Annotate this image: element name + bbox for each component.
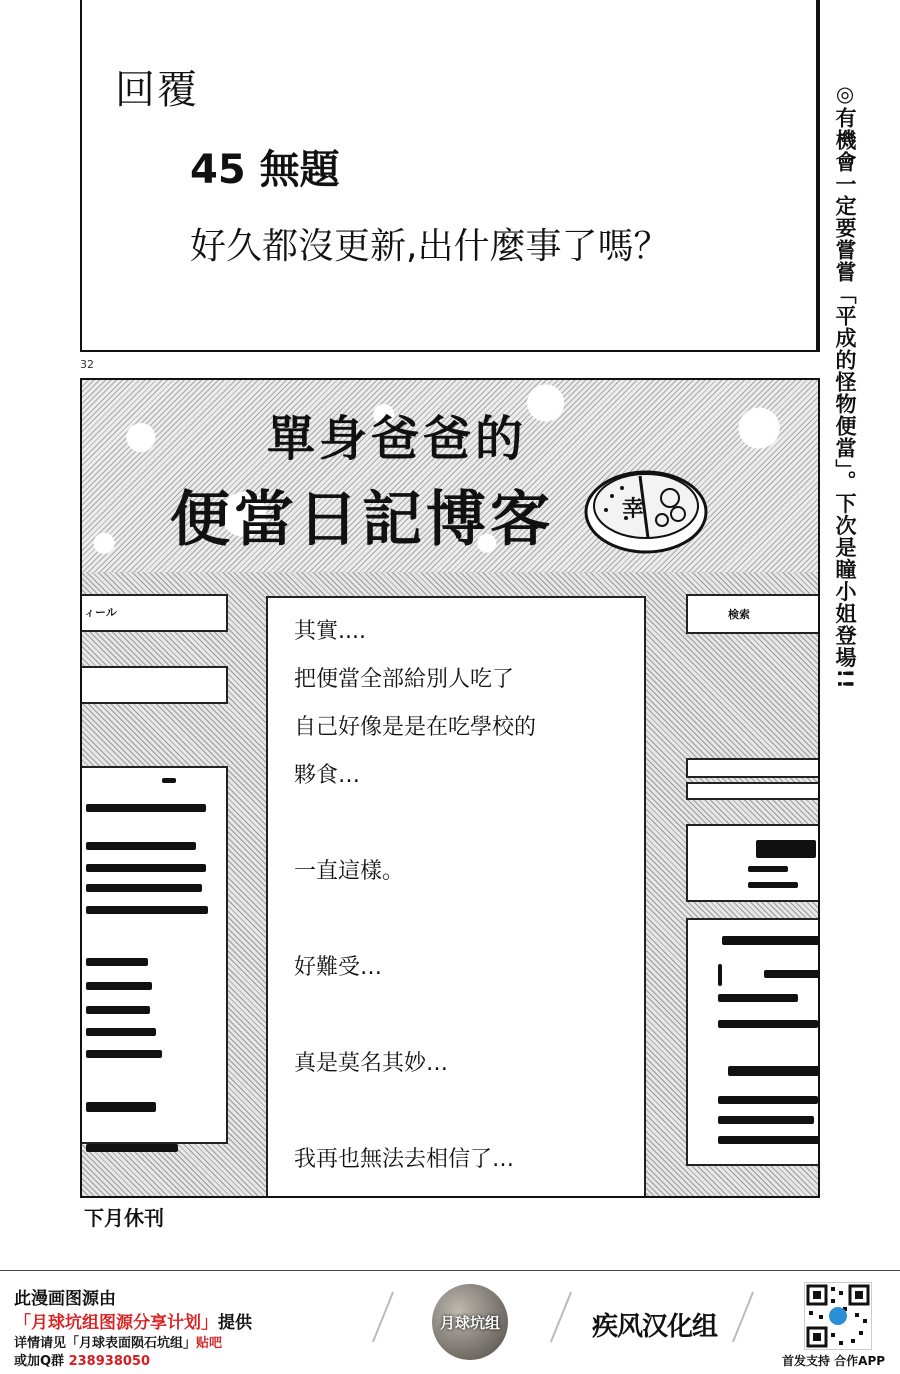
entry-line: 我再也無法去相信了… <box>294 1147 515 1172</box>
sidebar-widget[interactable] <box>80 666 228 704</box>
app-support-label: 首发支持 合作APP <box>782 1354 886 1368</box>
moon-logo-text: 月球坑组 <box>439 1314 500 1332</box>
profile-widget-label: ィール <box>84 606 117 619</box>
blog-screen-panel <box>80 378 820 1198</box>
entry-line: 夥食… <box>294 763 361 788</box>
entry-line: 把便當全部給別人吃了 <box>294 667 515 692</box>
blog-title-line2: 便當日記博客 <box>170 485 554 555</box>
footer-divider <box>0 1270 900 1271</box>
search-button[interactable] <box>686 782 820 800</box>
entry-line: 自己好像是是在吃學校的 <box>294 715 537 740</box>
reply-title: 回覆 <box>115 67 199 113</box>
qr-code-icon[interactable] <box>804 1282 872 1350</box>
hiatus-note: 下月休刊 <box>84 1206 164 1230</box>
qq-prefix: 或加Q群 <box>14 1354 65 1369</box>
entry-line: 真是莫名其妙… <box>294 1051 449 1076</box>
page-number: 32 <box>80 358 94 371</box>
bento-label: 幸 <box>622 497 645 522</box>
sidebar-list-widget <box>80 766 228 1144</box>
source-project-tail: 提供 <box>218 1313 252 1333</box>
qq-group-note <box>14 1350 150 1369</box>
divider-slash <box>732 1292 754 1343</box>
tieba-link[interactable]: 贴吧 <box>196 1336 223 1351</box>
blog-entry <box>266 596 646 1198</box>
blog-title-line1: 單身爸爸的 <box>267 411 528 467</box>
entry-line: 一直這樣。 <box>294 859 405 884</box>
source-project <box>14 1308 252 1333</box>
entry-line: 好難受… <box>294 955 383 980</box>
banner-widget[interactable] <box>686 824 820 902</box>
search-input[interactable] <box>686 758 820 778</box>
side-divider <box>816 0 818 352</box>
bento-box-icon <box>582 458 710 558</box>
group-logo: 疾风汉化组 <box>592 1312 718 1342</box>
qq-number: 238938050 <box>68 1354 151 1369</box>
comment-header: 45 無題 <box>190 147 340 193</box>
source-credit: 此漫画图源由 <box>14 1289 116 1309</box>
details-note <box>14 1332 222 1351</box>
side-note: ◎有機會一定要嘗嘗「平成的怪物便當」。下次是瞳小姐登場!! <box>833 82 857 690</box>
comment-body: 好久都沒更新,出什麼事了嗎？ <box>190 226 670 267</box>
blog-header <box>82 380 818 572</box>
entry-line: 其實.... <box>294 619 366 644</box>
profile-widget[interactable] <box>80 594 228 632</box>
search-widget-label: 検索 <box>728 608 750 621</box>
divider-slash <box>550 1292 572 1343</box>
divider-slash <box>372 1292 394 1343</box>
details-prefix: 详情请见「月球表面陨石坑组」 <box>14 1336 197 1351</box>
blog-info-widget <box>686 918 820 1166</box>
search-widget[interactable] <box>686 594 820 634</box>
source-project-name: 「月球坑组图源分享计划」 <box>14 1313 218 1333</box>
